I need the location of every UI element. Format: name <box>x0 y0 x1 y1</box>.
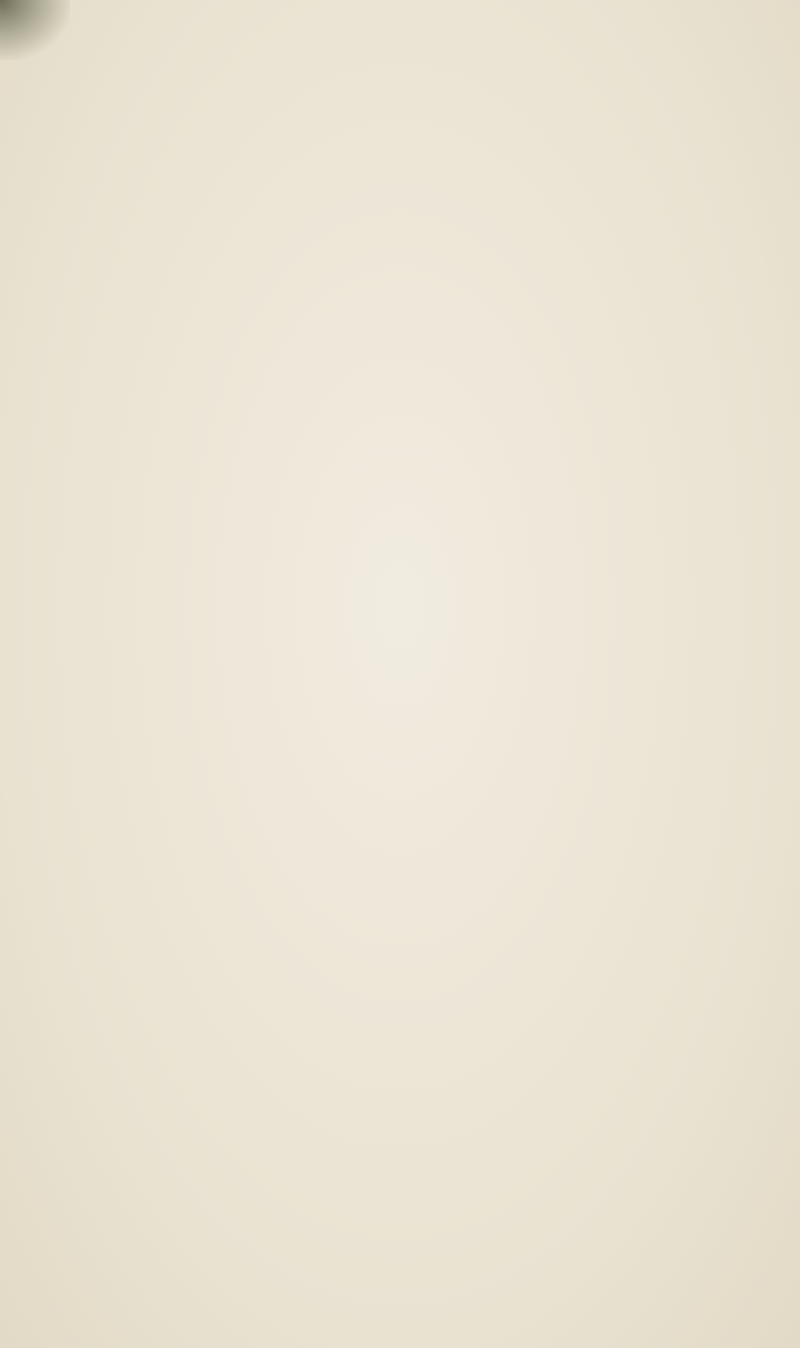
index-row <box>0 469 800 505</box>
index-row <box>0 781 800 817</box>
index-row <box>0 352 800 388</box>
index-row <box>0 703 800 739</box>
index-row <box>0 391 800 427</box>
index-row <box>0 820 800 856</box>
index-row <box>0 625 800 661</box>
index-row <box>0 547 800 583</box>
index-row <box>0 430 800 466</box>
index-row <box>0 274 800 310</box>
index-row <box>0 664 800 700</box>
index-row <box>0 313 800 349</box>
index-row <box>0 742 800 778</box>
page-corner-shadow <box>0 0 70 60</box>
index-row <box>0 508 800 544</box>
index-intro-line <box>0 155 800 191</box>
index-row <box>0 859 800 895</box>
index-row <box>0 235 800 271</box>
index-row <box>0 586 800 622</box>
index-row <box>0 196 800 232</box>
page-header <box>0 74 800 114</box>
